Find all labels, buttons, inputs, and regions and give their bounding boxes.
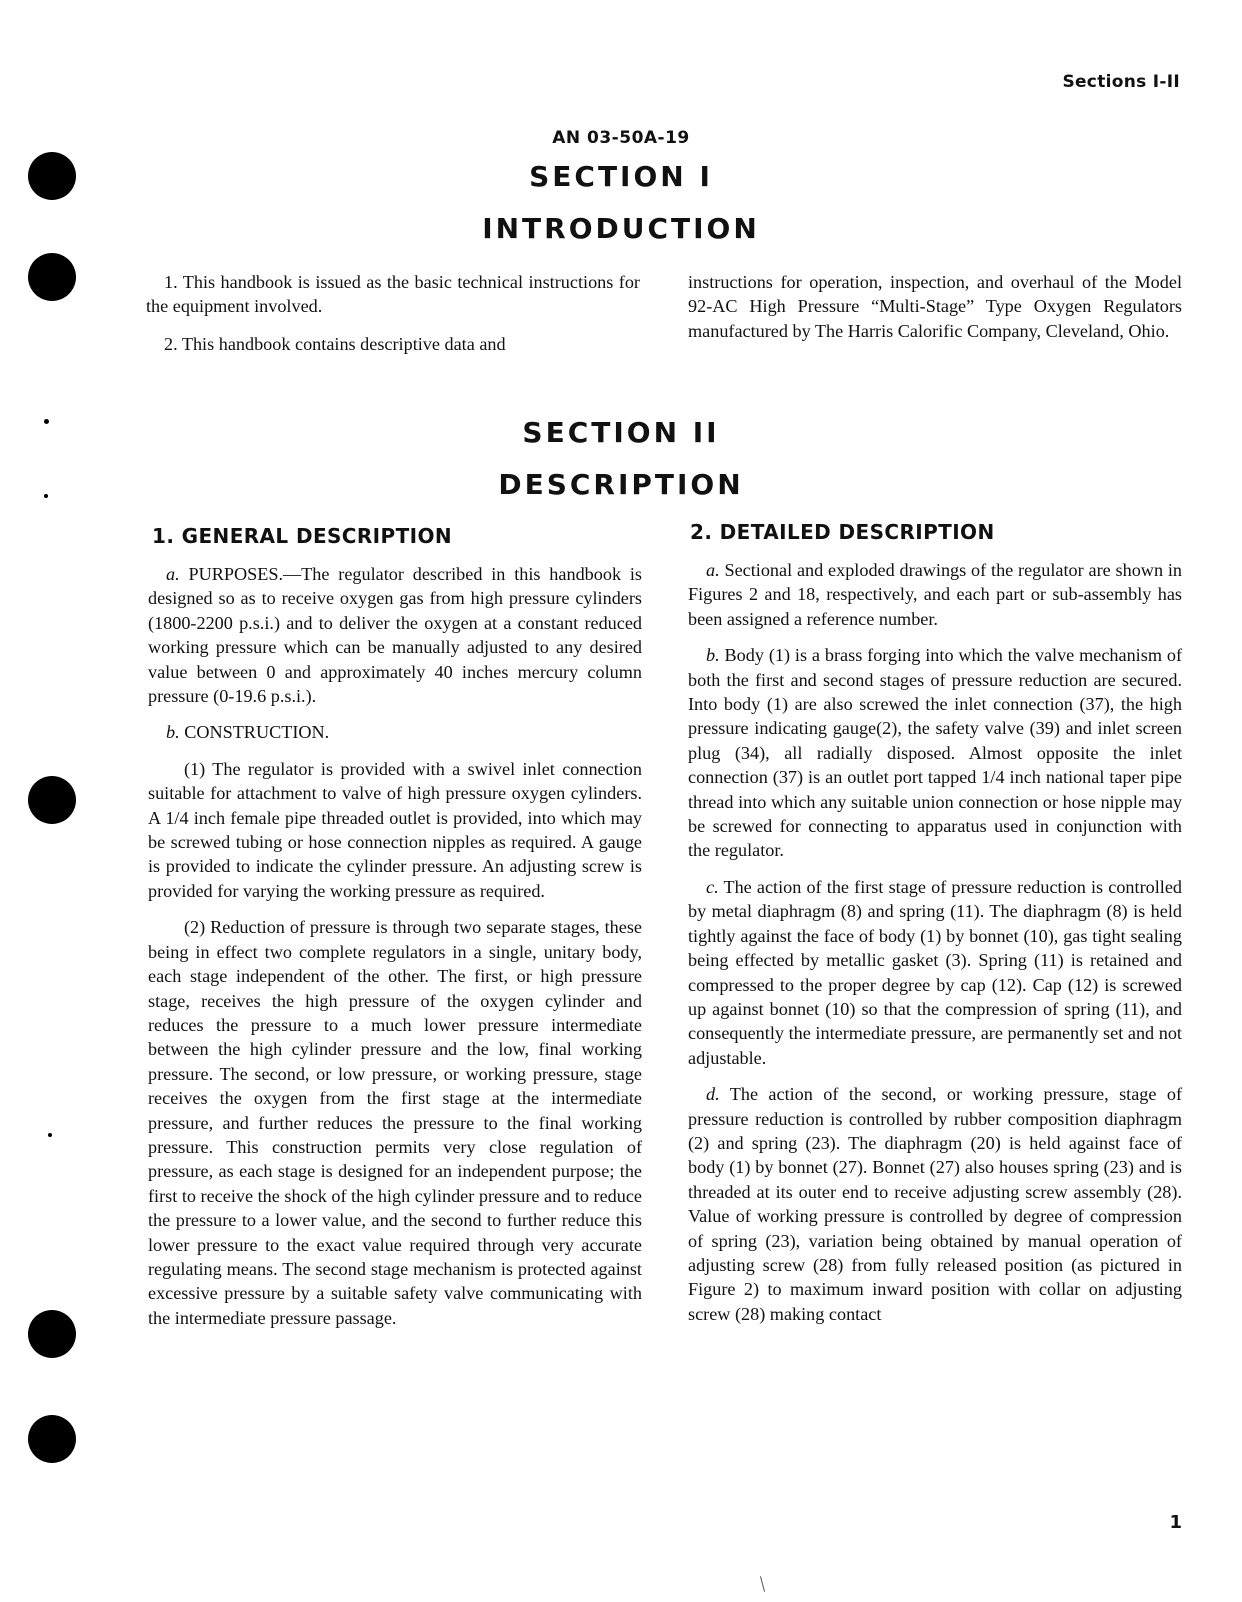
construction-paragraph: b. CONSTRUCTION. [166,722,330,743]
intro-paragraph-1: 1. This handbook is issued as the basic technical instructions for the equipment involved. [146,272,640,317]
intro-right-column [688,270,1182,343]
general-description-column [148,562,642,1330]
scan-mark [760,1576,765,1592]
intro-left-column [146,270,640,356]
item-label: b. [706,645,720,666]
document-number: AN 03-50A-19 [552,128,690,148]
section-i-title: INTRODUCTION [482,212,760,245]
intro-paragraph-2-continued: instructions for operation, inspection, and overhaul of the Model 92-AC High Pressure “Multi-Stage” Type Oxygen Regulators manufactured by The Harris Calorific Company, Cleveland, Ohio. [688,272,1182,341]
construction-item-2: (2) Reduction of pressure is through two separate stages, these being in effect two complete regulators in a single, unitary body, each stage independent of the other. The first, or high pressure stage, receives the high pressure of the oxygen cylinder and reduces the pressure to a much lower pressure intermediate between the high cylinder pressure and the low, final working pressure. The second, or low pressure, or working pressure, stage receives the oxygen from the first stage at the intermediate pressure, and further reduces the pressure to the final working pressure. This construction permits very close regulation of pressure, as each stage is designed for an independent purpose; the first to receive the shock of the high cylinder pressure and to reduce the pressure to a lower value, and the second to further reduce this lower pressure to the exact value required through very accurate regulating means. The second stage mechanism is protected against excessive pressure by a suitable safety valve communicating with the intermediate pressure passage. [148,917,642,1328]
page-section-range: Sections I-II [1062,72,1180,92]
scan-speck [48,1133,52,1137]
general-description-heading: 1. GENERAL DESCRIPTION [152,524,453,548]
detailed-paragraph-d: d. The action of the second, or working pressure, stage of pressure reduction is controlled by rubber composition diaphragm (2) and spring (23). The diaphragm (20) is held against face of body (1) by bonnet (27). Bonnet (27) also houses spring (23) and is threaded at its outer end to receive adjusting screw assembly (28). Value of working pressure is controlled by degree of compression of spring (23), variation being obtained by manual operation of adjusting screw (28) from fully released position (as pictured in Figure 2) to maximum inward position with collar on adjusting screw (28) making contact [688,1084,1183,1324]
detailed-paragraph-b: b. Body (1) is a brass forging into which the valve mechanism of both the first and second stages of pressure reduction are secured. Into body (1) are also screwed the inlet connection (37), the high pressure indicating gauge(2), the safety valve (39) and inlet screen plug (34), all radially disposed. Almost opposite the inlet connection (37) is an outlet port tapped 1/4 inch national taper pipe thread into which any suitable union connection or hose nipple may be screwed for connecting to apparatus used in conjunction with the regulator. [688,645,1182,861]
purposes-paragraph: a. PURPOSES.—The regulator described in this handbook is designed so as to receive oxygen gas from high pressure cylinders (1800-2200 p.s.i.) and to deliver the oxygen at a constant reduced working pressure which can be manually adjusted to any desired value between 0 and approximately 40 inches mercury column pressure (0-19.6 p.s.i.). [148,564,642,707]
binder-hole [28,1310,76,1358]
item-label: b. [166,722,180,743]
item-label: d. [706,1084,720,1105]
page-number: 1 [1169,1512,1182,1533]
binder-hole [28,1415,76,1463]
section-i-heading: SECTION I [529,160,713,193]
detailed-description-heading: 2. DETAILED DESCRIPTION [690,520,995,544]
binder-hole [28,253,76,301]
intro-paragraph-2-start: 2. This handbook contains descriptive data and [164,333,506,354]
detailed-paragraph-c: c. The action of the first stage of pressure reduction is controlled by metal diaphragm (8) and spring (11). The diaphragm (8) is held tightly against the face of body (1) by bonnet (10), gas tight sealing being effected by metallic gasket (3). Spring (11) is retained and compressed to the proper degree by cap (12). Cap (12) is screwed up against bonnet (10) so that the compression of spring (11), and consequently the intermediate pressure, are permanently set and not adjustable. [688,876,1182,1068]
item-label: a. [706,560,720,580]
detailed-paragraph-a: a. Sectional and exploded drawings of the regulator are shown in Figures 2 and 18, respectively, and each part or sub-assembly has been assigned a reference number. [688,560,1183,629]
section-ii-heading: SECTION II [522,416,720,449]
binder-hole [28,776,76,824]
detailed-description-column [688,558,1182,1326]
construction-item-1: (1) The regulator is provided with a swivel inlet connection suitable for attachment to valve of high pressure oxygen cylinders. A 1/4 inch female pipe threaded outlet is provided, into which may be screwed tubing or hose connection nipples as required. A gauge is provided to indicate the cylinder pressure. An adjusting screw is provided for varying the working pressure as required. [148,758,642,901]
section-ii-title: DESCRIPTION [498,468,744,501]
item-label: c. [706,876,719,897]
item-label: a. [166,564,180,584]
